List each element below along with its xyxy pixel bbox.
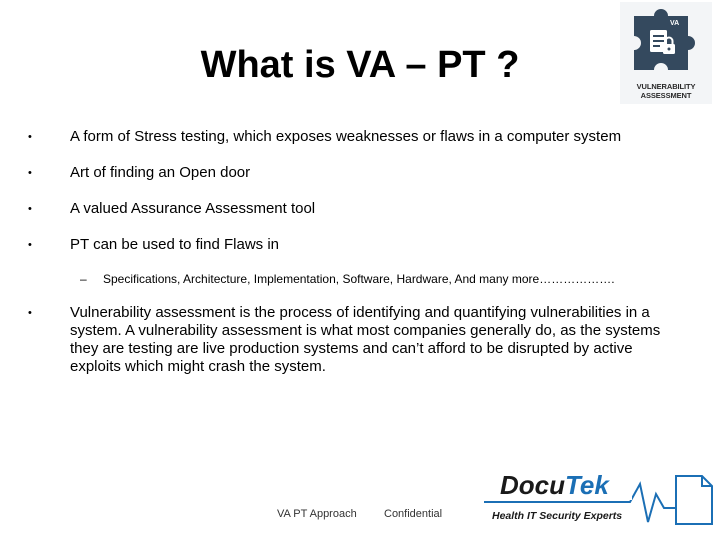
sub-bullet-text: Specifications, Architecture, Implementation, Software, Hardware, And many more………………. [103,272,615,286]
vulnerability-assessment-badge [620,2,712,104]
badge-label-line2: ASSESSMENT [640,91,692,100]
badge-label-line1: VULNERABILITY [636,82,696,91]
bullet-text: Vulnerability assessment is the process of identifying and quantifying vulnerabilities in a system. A vulnerability assessment is what most companies generally do, as the systems they are testing are live production systems and can’t afford to be disrupted by active exploits which might crash the system. [70,304,661,375]
bullet-marker: • [28,167,32,179]
bullet-marker: • [28,203,32,215]
docutek-logo [480,464,720,540]
logo-tagline: Health IT Security Experts [492,510,623,522]
sub-bullet-marker: – [80,272,87,286]
footer-confidential-text: Confidential [384,508,443,520]
bullet-text: A form of Stress testing, which exposes weaknesses or flaws in a computer system [70,128,622,145]
logo-name-part1: Docu [500,470,565,500]
logo-name-part2: Tek [565,470,609,500]
bullet-text: A valued Assurance Assessment tool [70,200,316,217]
docutek-wordmark [500,470,609,500]
bullet-marker: • [28,239,32,251]
bullet-marker: • [28,307,32,319]
bullet-text: Art of finding an Open door [70,164,251,181]
slide-title: What is VA – PT ? [200,44,520,86]
bullet-text: PT can be used to find Flaws in [70,236,280,253]
badge-label [620,82,712,100]
footer-left-text: VA PT Approach [277,508,357,520]
badge-corner-text: VA [670,20,680,27]
bullet-marker: • [28,131,32,143]
